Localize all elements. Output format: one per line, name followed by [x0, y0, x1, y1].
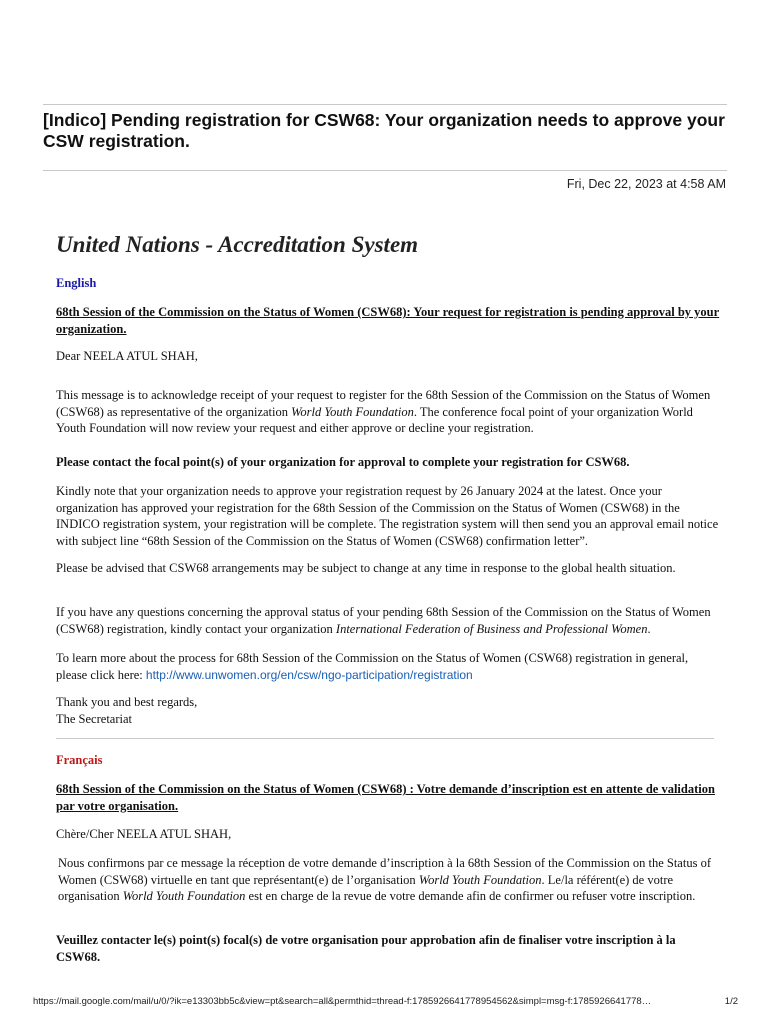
french-greeting: Chère/Cher NEELA ATUL SHAH, — [56, 827, 232, 841]
english-p5-text-a: If you have any questions concerning the approval status of your pending 68th Session of the Commission on the Status of Women (CSW68) registration, kindly contact your organization — [56, 605, 711, 636]
english-closing-thanks: Thank you and best regards, — [56, 695, 198, 709]
english-paragraph-3: Kindly note that your organization needs to approve your registration request by 26 January 2024 at the latest. Once your organization has approved your registration for the 68th Session of the Commission on the Status of Women (CSW68) in the INDICO registration system, your registration will be complete. The registration system will then send you an approval email notice with subject line “68th Session of the Commission on the Status of Women (CSW68) confirmation letter”. — [56, 484, 719, 548]
english-heading-text: 68th Session of the Commission on the Status of Women (CSW68): Your request for registration is pending approval by your organization. — [56, 305, 720, 336]
english-p5-org: International Federation of Business and Professional Women — [335, 621, 648, 636]
english-p1-text-b: . The conference focal point of your organization World Youth Foundation will now review your request and either approve or decline your registration. — [56, 404, 693, 435]
english-p1-org: World Youth Foundation — [291, 404, 414, 419]
french-heading-text: 68th Session of the Commission on the Status of Women (CSW68) : Votre demande d’inscription est en attente de validation par votre organisation. — [56, 782, 715, 813]
english-greeting: Dear NEELA ATUL SHAH, — [56, 349, 198, 363]
subject-bottom-divider — [43, 170, 727, 171]
language-divider — [56, 738, 714, 739]
footer-page-number: 1/2 — [724, 996, 738, 1007]
english-p5-text-b: . — [647, 621, 651, 636]
email-date: Fri, Dec 22, 2023 at 4:58 AM — [566, 177, 726, 191]
english-p1-text-a: This message is to acknowledge receipt of your request to register for the 68th Session of the Commission on the Status of Women (CSW68) as representative of the organization — [56, 388, 711, 419]
footer-url: https://mail.google.com/mail/u/0/?ik=e13303bb5c&view=pt&search=all&permthid=thread-f:1785926641778954562&simpl=msg-f:1785926641778… — [33, 996, 652, 1007]
english-paragraph-1 — [56, 387, 721, 437]
french-p1-org: World Youth Foundation — [418, 872, 542, 887]
english-paragraph-6 — [56, 650, 721, 683]
french-p1-text-b: . Le/la référent(e) de votre organisation — [58, 872, 674, 903]
english-p6-text: To learn more about the process for 68th Session of the Commission on the Status of Women (CSW68) registration in general, please click here: — [56, 651, 689, 682]
french-heading — [56, 781, 721, 814]
english-paragraph-2: Please contact the focal point(s) of your organization for approval to complete your registration for CSW68. — [56, 455, 630, 469]
english-paragraph-4: Please be advised that CSW68 arrangements may be subject to change at any time in response to the global health situation. — [56, 561, 676, 575]
french-paragraph-2: Veuillez contacter le(s) point(s) focal(s) de votre organisation pour approbation afin de finaliser votre inscription à la CSW68. — [56, 933, 676, 964]
english-paragraph-5 — [56, 604, 721, 637]
french-paragraph-1 — [58, 855, 718, 905]
registration-link[interactable]: http://www.unwomen.org/en/csw/ngo-participation/registration — [145, 667, 473, 682]
english-closing — [56, 694, 721, 727]
french-p1-text-a: Nous confirmons par ce message la réception de votre demande d’inscription à la 68th Session of the Commission on the Status of Women (CSW68) virtuelle en tant que représentant(e) de l’organisation — [58, 856, 711, 887]
language-label-french: Français — [56, 753, 103, 767]
page-title: United Nations - Accreditation System — [56, 232, 419, 257]
english-closing-signature: The Secretariat — [56, 711, 132, 726]
english-heading — [56, 304, 721, 337]
french-p1-org-2: World Youth Foundation — [122, 889, 246, 903]
french-p1-text-c: est en charge de la revue de votre demande afin de confirmer ou refuser votre inscription. — [245, 889, 696, 903]
email-subject: [Indico] Pending registration for CSW68: Your organization needs to approve your CSW registration. — [43, 110, 725, 151]
language-label-english: English — [56, 276, 97, 290]
subject-top-divider — [43, 104, 727, 105]
